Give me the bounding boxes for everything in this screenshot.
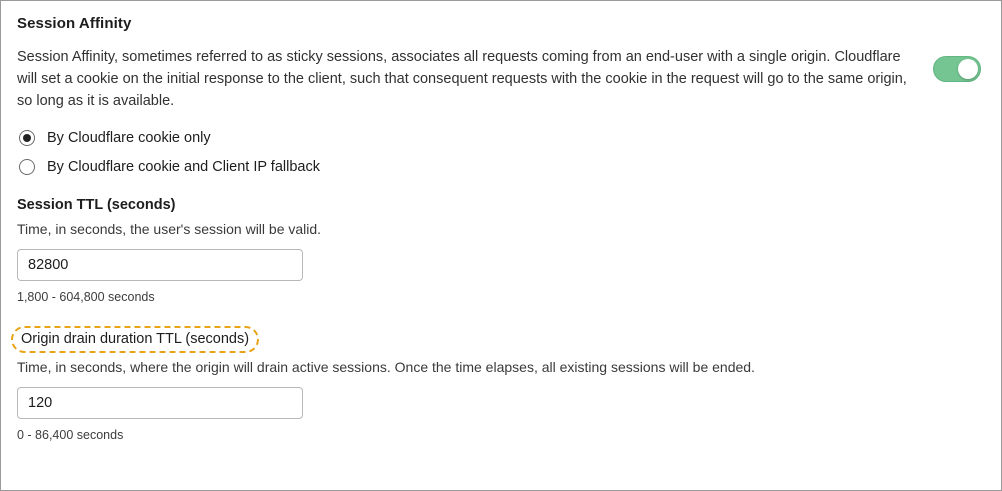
origin-drain-label: Origin drain duration TTL (seconds)	[11, 326, 259, 353]
radio-label: By Cloudflare cookie and Client IP fallback	[47, 159, 320, 175]
page-title: Session Affinity	[17, 15, 132, 32]
session-ttl-input[interactable]	[17, 249, 303, 281]
origin-drain-input[interactable]	[17, 387, 303, 419]
origin-drain-range: 0 - 86,400 seconds	[17, 428, 124, 442]
panel-body	[1, 1, 1001, 490]
radio-icon[interactable]	[19, 130, 35, 146]
toggle-knob	[958, 59, 978, 79]
radio-option-cookie-only[interactable]	[17, 130, 985, 146]
session-ttl-range: 1,800 - 604,800 seconds	[17, 290, 155, 304]
section-description: Session Affinity, sometimes referred to as sticky sessions, associates all requests coming from an end-user with a single origin. Cloudflare will set a cookie on the initial response to the client, such that consequent requests with the cookie in the request will go to the same origin, so long as it is available.	[17, 49, 907, 109]
radio-option-cookie-and-ip[interactable]	[17, 159, 985, 175]
radio-label: By Cloudflare cookie only	[47, 130, 211, 146]
session-ttl-label: Session TTL (seconds)	[17, 197, 176, 213]
session-affinity-toggle[interactable]	[933, 56, 981, 82]
origin-drain-help: Time, in seconds, where the origin will drain active sessions. Once the time elapses, all existing sessions will be ended.	[17, 359, 755, 375]
session-ttl-help: Time, in seconds, the user's session will be valid.	[17, 221, 322, 237]
radio-icon[interactable]	[19, 159, 35, 175]
